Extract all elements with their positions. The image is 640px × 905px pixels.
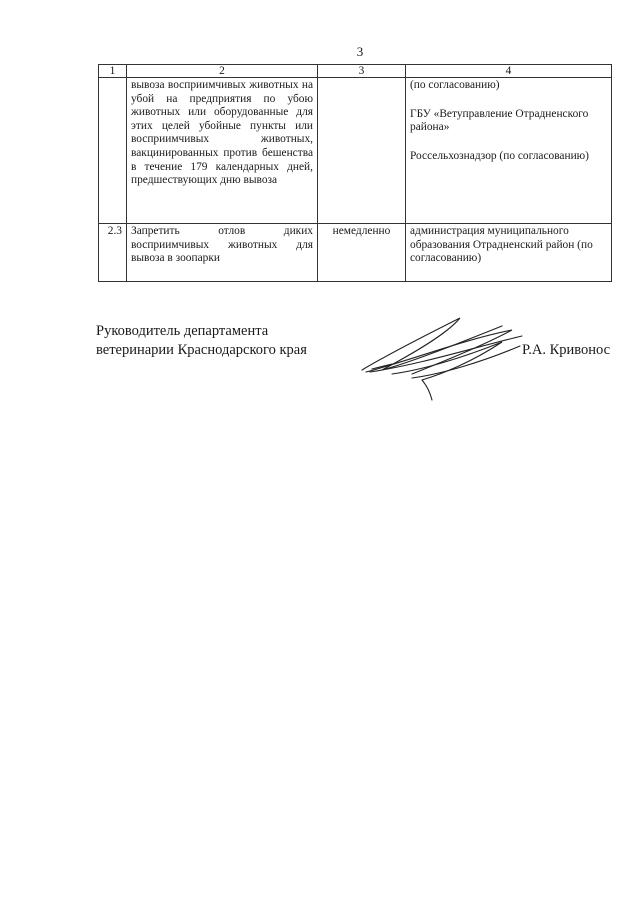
signatory-position-line: Руководитель департамента [96, 323, 269, 339]
row-term [318, 78, 406, 224]
signatory-position-line: ветеринарии Краснодарского края [96, 342, 307, 358]
row-number [99, 78, 127, 224]
table-row [99, 78, 612, 224]
row-measure: Запретить отлов диких восприимчивых животных для вывоза в зоопарки [127, 224, 318, 282]
signatory-position [96, 322, 307, 360]
signer-name: Р.А. Кривонос [522, 342, 611, 358]
column-header: 4 [406, 65, 612, 78]
page-number: 3 [356, 44, 364, 59]
responsible-line: (по согласованию) [410, 79, 500, 91]
row-number: 2.3 [99, 224, 127, 282]
row-measure: вывоза восприимчивых животных на убой на предприятия по убою животных или оборудованные для этих целей убойные пункты или восприимчивых животных, вакцинированных против бешенства в течение 179 календарных дней, предшествующих дню вывоза [127, 78, 318, 224]
column-header: 1 [99, 65, 127, 78]
table-row [99, 224, 612, 282]
row-responsible [406, 78, 612, 224]
column-header: 2 [127, 65, 318, 78]
column-header: 3 [318, 65, 406, 78]
table-header-row [99, 65, 612, 78]
responsible-line: ГБУ «Ветуправление Отрадненского района» [410, 107, 589, 134]
responsible-line: Россельхознадзор (по согласованию) [410, 149, 589, 162]
responsible-line: администрация муниципального образования Отрадненский район (по согласованию) [410, 225, 593, 265]
handwritten-signature [352, 312, 532, 402]
row-responsible [406, 224, 612, 282]
measures-table [98, 64, 612, 282]
row-term: немедленно [318, 224, 406, 282]
